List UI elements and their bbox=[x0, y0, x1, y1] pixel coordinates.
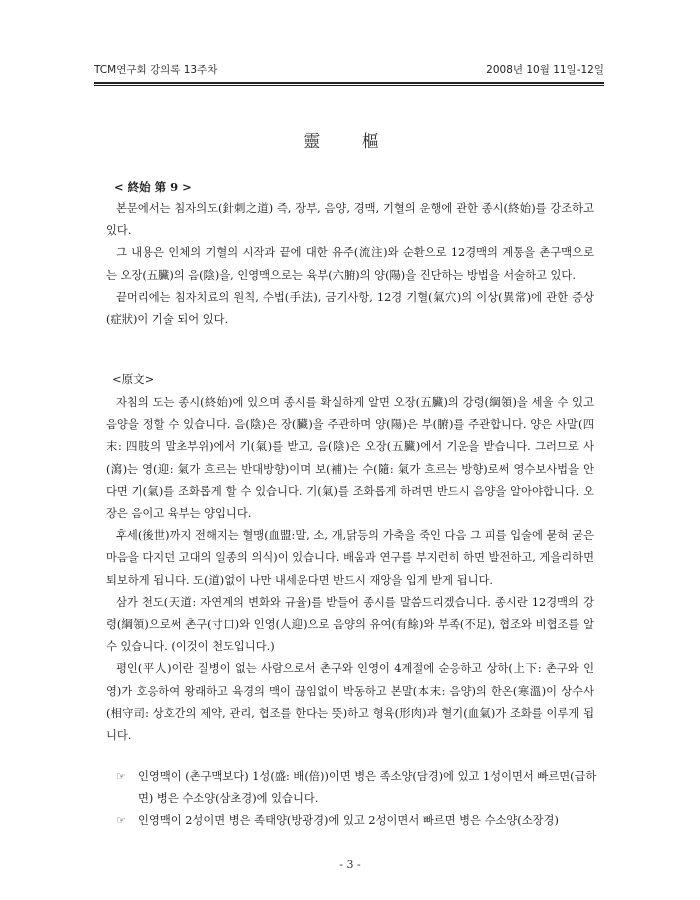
pulse-note bbox=[116, 810, 600, 832]
pulse-note-text: 인영맥이 (촌구맥보다) 1성(盛: 배(倍))이면 병은 족소양(담경)에 있고 1성이면서 빠르면(급하면) 병은 수소양(삼초경)에 있습니다. bbox=[138, 770, 597, 805]
original-paragraph: 후세(後世)까지 전해지는 혈맹(血盟:말, 소, 개,닭등의 가축을 죽인 다음 그 피를 입술에 묻혀 굳은 마음을 다지던 고대의 일종의 의식)이 있습니다. 배움과 연구를 부지런히 하면 발전하고, 게을리하면 퇴보하게 됩니다. 도(道)없이 나만 내세운다면 반드시 재앙을 입게 받게 됩니다. bbox=[106, 529, 594, 587]
summary-paragraph: 끝머리에는 침자치료의 원칙, 수법(手法), 금기사항, 12경 기혈(氣穴)의 이상(異常)에 관한 증상(症狀)이 기술 되어 있다. bbox=[106, 290, 594, 327]
document-title: 靈 樞 bbox=[303, 132, 397, 152]
header-date: 2008년 10월 11일-12일 bbox=[486, 64, 604, 76]
chapter-summary bbox=[106, 176, 594, 331]
pointing-hand-icon: ☞ bbox=[116, 770, 126, 783]
header-rule bbox=[94, 82, 604, 86]
header-course-title: TCM연구회 강의록 13주차 bbox=[94, 64, 218, 76]
original-text-heading: <原文> bbox=[112, 372, 155, 386]
chapter-heading: < 終始 第 9 > bbox=[114, 180, 192, 194]
original-text-section bbox=[106, 368, 594, 747]
running-header bbox=[94, 62, 604, 78]
summary-paragraph: 본문에서는 침자의도(針刺之道) 즉, 장부, 음양, 경맥, 기혈의 운행에 관한 종시(終始)를 강조하고 있다. bbox=[106, 202, 594, 238]
pointing-hand-icon: ☞ bbox=[116, 814, 126, 827]
original-paragraph: 삼가 천도(天道: 자연계의 변화와 규율)를 받들어 종시를 말씀드리겠습니다. 종시란 12경맥의 강령(綱領)으로써 촌구(寸口)와 인영(人迎)으로 음양의 유여(有餘)와 부족(不足), 협조와 비협조를 알 수 있습니다. (이것이 천도입니다.) bbox=[106, 595, 594, 654]
summary-paragraph: 그 내용은 인체의 기혈의 시작과 끝에 대한 유주(流注)와 순환으로 12경맥의 계통을 촌구맥으로는 오장(五臟)의 음(陰)을, 인영맥으로는 육부(六腑)의 양(陽)을 진단하는 방법을 서술하고 있다. bbox=[106, 246, 594, 282]
original-paragraph: 평인(平人)이란 질병이 없는 사람으로서 촌구와 인영이 4계절에 순응하고 상하(上下: 촌구와 인영)가 호응하여 왕래하고 육경의 맥이 끊임없이 박동하고 본말(本末: 음양)의 한온(寒溫)이 상수사(相守司: 상호간의 제약, 관리, 협조를 한다는 뜻)하고 형육(形肉)과 혈기(血氣)가 조화를 이루게 됩니다. bbox=[106, 662, 594, 743]
page-number: - 3 - bbox=[339, 858, 361, 871]
pulse-note-text: 인영맥이 2성이면 병은 족태양(방광경)에 있고 2성이면서 빠르면 병은 수소양(소장경) bbox=[138, 814, 559, 827]
pulse-note bbox=[116, 766, 600, 810]
original-paragraph: 자침의 도는 종시(終始)에 있으며 종시를 확실하게 알면 오장(五臟)의 강령(綱領)을 세울 수 있고 음양을 정할 수 있습니다. 음(陰)은 장(臟)을 주관하며 양(陽)은 부(腑)를 주관합니다. 양은 사말(四末: 四肢의 말초부위)에서 기(氣)를 받고, 음(陰)은 오장(五臟)에서 기운을 받습니다. 그러므로 사(瀉)는 영(迎: 氣가 흐르는 반대방향)이며 보(補)는 수(隨: 氣가 흐르는 방향)로써 영수보사법을 안다면 기(氣)를 조화롭게 할 수 있습니다. 기(氣)를 조화롭게 하려면 반드시 음양을 알아야합니다. 오장은 음이고 육부는 양입니다. bbox=[106, 396, 594, 521]
pulse-notes-list bbox=[116, 766, 600, 832]
